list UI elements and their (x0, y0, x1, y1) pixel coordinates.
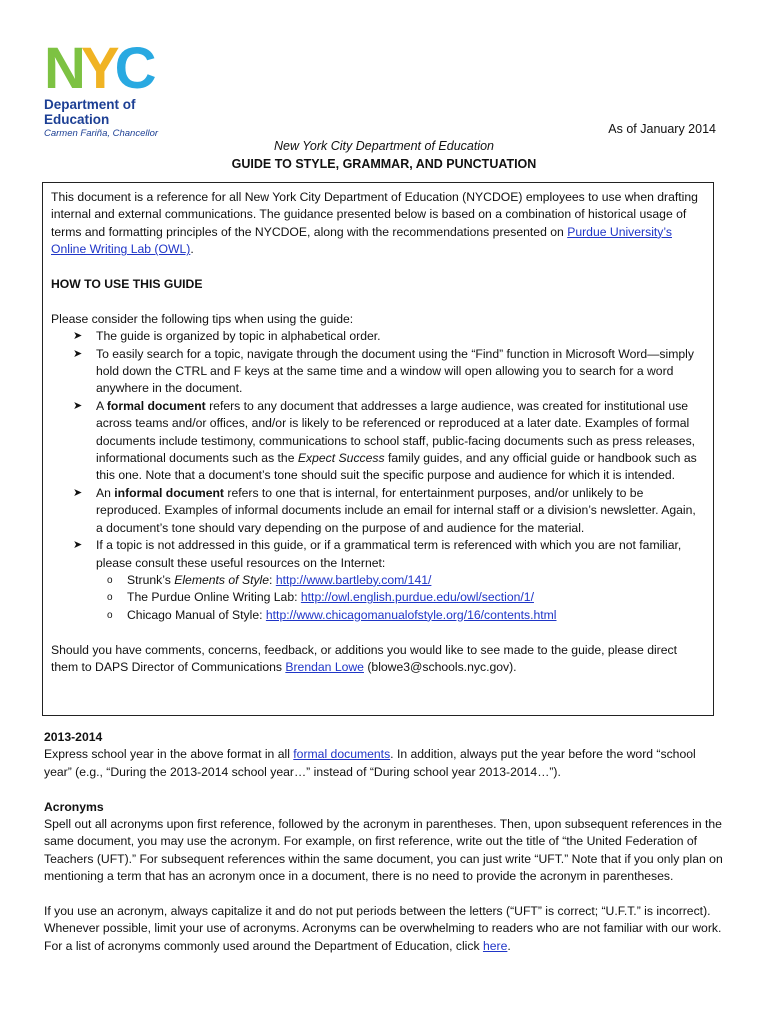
section-text: . (507, 938, 511, 953)
section-heading-2013-2014: 2013-2014 (44, 730, 103, 744)
section-2013-paragraph (44, 746, 724, 781)
contact-email: (blowe3@schools.nyc.gov). (363, 659, 517, 674)
arrow-bullet-icon: ➤ (73, 539, 83, 552)
tip-text: refers to any document that addresses a large audience, was created for institutional use across teams and/or offices, and/or is likely to be referenced or reproduced at a later date. Examples of formal documents include testimony, communications to school staff, public-facing documents such as press releases, informational documents such as the (96, 398, 696, 466)
logo-letter-y: Y (80, 36, 115, 101)
logo-dept-line2: Education (44, 112, 110, 127)
resource-item (51, 589, 703, 606)
circle-bullet-icon: o (107, 574, 113, 586)
intro-paragraph (51, 189, 703, 259)
how-to-heading: HOW TO USE THIS GUIDE (51, 277, 203, 292)
logo-department (44, 97, 184, 127)
bartleby-link[interactable]: http://www.bartleby.com/141/ (275, 572, 432, 587)
formal-documents-link[interactable]: formal documents (293, 747, 391, 762)
document-org: New York City Department of Education (273, 139, 494, 153)
list-item (51, 346, 703, 398)
formal-document-term: formal document (106, 398, 206, 413)
tip-lead: A (96, 398, 107, 413)
informal-document-term: informal document (114, 485, 224, 500)
tips-list (51, 328, 703, 572)
arrow-bullet-icon: ➤ (73, 399, 83, 412)
list-item (51, 485, 703, 537)
list-item (51, 537, 703, 572)
intro-text: This document is a reference for all New York City Department of Education (NYCDOE) employees to use when drafting internal and external communications. The guidance presented below is based on a combination of historical usage of terms and formatting principles of the NYCDOE, along with the recommendations presented on (51, 190, 698, 239)
nyc-doe-logo (44, 36, 184, 139)
circle-bullet-icon: o (107, 592, 113, 604)
circle-bullet-icon: o (107, 609, 113, 621)
arrow-bullet-icon: ➤ (73, 330, 83, 343)
list-item (51, 398, 703, 485)
as-of-date: As of January 2014 (608, 122, 716, 136)
document-title: GUIDE TO STYLE, GRAMMAR, AND PUNCTUATION (231, 157, 537, 171)
how-to-lead: Please consider the following tips when using the guide: (51, 311, 354, 326)
tip-lead: An (96, 485, 115, 500)
resource-sep: : (269, 572, 276, 587)
section-text: If you use an acronym, always capitalize it and do not put periods between the letters (“UFT” is correct; “U.F.T.” is incorrect). Whenever possible, limit your use of acronyms. Acronyms can be overwhelming to readers who are not familiar with our work. For a list of acronyms commonly used around the Department of Education, click (44, 904, 722, 953)
nyc-wordmark (44, 36, 184, 101)
section-heading-acronyms: Acronyms (44, 799, 104, 814)
tip-text: refers to one that is internal, for entertainment purposes, and/or unlikely to be reproduced. Examples of informal documents include an email for internal staff or a division’s newsletter. Again, a document’s tone should vary depending on the purpose of and audience for the material. (96, 485, 696, 535)
contact-paragraph (51, 642, 703, 677)
logo-chancellor: Carmen Fariña, Chancellor (44, 128, 159, 139)
arrow-bullet-icon: ➤ (73, 347, 83, 360)
purdue-owl-link[interactable]: http://owl.english.purdue.edu/owl/section/1/ (300, 590, 534, 605)
section-text: . In addition, always put the year before the word “school year” (e.g., “During the 2013-2014 school year…” instead of “During school year 2013-2014…”). (44, 747, 696, 779)
resource-item (51, 607, 703, 624)
acronyms-paragraph-1: Spell out all acronyms upon first reference, followed by the acronym in parentheses. Then, upon subsequent references in the same document, you may use the acronym. For example, on first reference, write out the title of “the United Federation of Teachers (UFT).” For subsequent references within the same document, you can just write “UFT.” Note that if you only plan on mentioning a term that has an acronym once in a document, there is no need to provide the acronym in parentheses. (44, 817, 723, 884)
acronyms-paragraph-2 (44, 903, 724, 955)
chicago-manual-link[interactable]: http://www.chicagomanualofstyle.org/16/contents.html (265, 607, 557, 622)
brendan-lowe-link[interactable]: Brendan Lowe (285, 659, 364, 674)
intro-box (42, 182, 714, 716)
resource-item (51, 572, 703, 589)
acronyms-list-link[interactable]: here (482, 938, 508, 953)
list-item (51, 328, 703, 345)
expect-success-title: Expect Success (297, 451, 385, 466)
contact-text: Should you have comments, concerns, feedback, or additions you would like to see made to the guide, please direct them to DAPS Director of Communications (51, 642, 677, 674)
logo-letter-c: C (114, 36, 152, 101)
arrow-bullet-icon: ➤ (73, 486, 83, 499)
tip-text: If a topic is not addressed in this guide, or if a grammatical term is referenced with which you are not familiar, please consult these useful resources on the Internet: (96, 538, 682, 570)
resource-label: Chicago Manual of Style: (127, 607, 266, 622)
guide-body (44, 729, 724, 955)
resource-italic: Elements of Style (174, 572, 270, 587)
tip-text: To easily search for a topic, navigate through the document using the “Find” function in Microsoft Word—simply hold down the CTRL and F keys at the same time and a window will open allowing you to search for a word anywhere in the document. (96, 346, 694, 396)
logo-letter-n: N (44, 36, 81, 101)
resources-list (51, 572, 703, 624)
logo-dept-line1: Department of (44, 97, 136, 112)
owl-link[interactable]: Purdue University’s Online Writing Lab (OWL) (51, 224, 672, 257)
section-text: Express school year in the above format in all (44, 747, 294, 762)
tip-text: The guide is organized by topic in alphabetical order. (96, 329, 381, 344)
resource-label: The Purdue Online Writing Lab: (127, 590, 301, 605)
intro-end: . (190, 242, 194, 257)
resource-label: Strunk’s (127, 572, 175, 587)
tip-text: family guides, and any official guide or handbook such as this one. Note that a document’s tone should suit the specific purpose and audience for which it is intended. (96, 451, 697, 483)
